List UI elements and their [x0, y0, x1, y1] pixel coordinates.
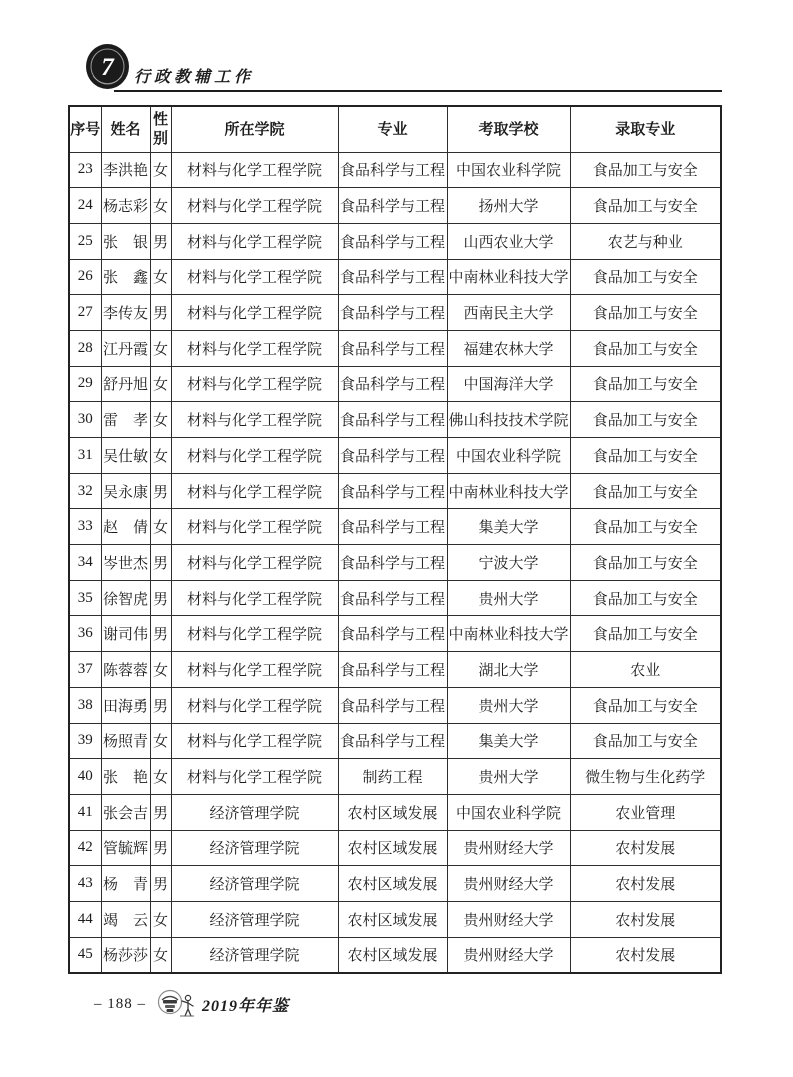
table-cell: 食品加工与安全 — [570, 545, 721, 581]
table-row — [69, 545, 721, 581]
table-cell: 湖北大学 — [447, 652, 570, 688]
table-cell: 经济管理学院 — [171, 794, 338, 830]
table-cell: 31 — [69, 438, 101, 474]
table-cell: 李洪艳 — [101, 152, 150, 188]
yearbook-logo-icon — [156, 989, 196, 1020]
table-row — [69, 330, 721, 366]
table-row — [69, 616, 721, 652]
table-cell: 食品加工与安全 — [570, 259, 721, 295]
table-cell: 贵州财经大学 — [447, 866, 570, 902]
table-row — [69, 901, 721, 937]
table-cell: 食品加工与安全 — [570, 438, 721, 474]
table-cell: 竭 云 — [101, 901, 150, 937]
table-cell: 食品加工与安全 — [570, 330, 721, 366]
table-cell: 25 — [69, 223, 101, 259]
table-cell: 材料与化学工程学院 — [171, 438, 338, 474]
table-row — [69, 652, 721, 688]
table-cell: 24 — [69, 188, 101, 224]
table-cell: 食品科学与工程 — [338, 545, 447, 581]
table-cell: 经济管理学院 — [171, 866, 338, 902]
table-cell: 农村区域发展 — [338, 866, 447, 902]
table-cell: 材料与化学工程学院 — [171, 580, 338, 616]
table-cell: 食品加工与安全 — [570, 402, 721, 438]
table-cell: 39 — [69, 723, 101, 759]
table-cell: 女 — [150, 759, 171, 795]
table-cell: 西南民主大学 — [447, 295, 570, 331]
table-cell: 材料与化学工程学院 — [171, 687, 338, 723]
table-cell: 贵州大学 — [447, 759, 570, 795]
table-cell: 食品加工与安全 — [570, 473, 721, 509]
table-cell: 杨 青 — [101, 866, 150, 902]
table-cell: 材料与化学工程学院 — [171, 473, 338, 509]
table-cell: 29 — [69, 366, 101, 402]
table-cell: 张 鑫 — [101, 259, 150, 295]
table-cell: 30 — [69, 402, 101, 438]
table-cell: 女 — [150, 438, 171, 474]
table-cell: 食品科学与工程 — [338, 580, 447, 616]
table-cell: 徐智虎 — [101, 580, 150, 616]
university-emblem-icon — [85, 43, 130, 90]
table-cell: 材料与化学工程学院 — [171, 723, 338, 759]
table-cell: 杨志彩 — [101, 188, 150, 224]
table-cell: 农村区域发展 — [338, 830, 447, 866]
table-cell: 食品加工与安全 — [570, 509, 721, 545]
table-cell: 材料与化学工程学院 — [171, 223, 338, 259]
table-cell: 男 — [150, 473, 171, 509]
table-row — [69, 794, 721, 830]
table-cell: 男 — [150, 616, 171, 652]
table-cell: 男 — [150, 794, 171, 830]
column-header: 专业 — [338, 106, 447, 152]
table-cell: 李传友 — [101, 295, 150, 331]
table-cell: 材料与化学工程学院 — [171, 402, 338, 438]
table-cell: 26 — [69, 259, 101, 295]
table-cell: 女 — [150, 509, 171, 545]
column-header: 姓名 — [101, 106, 150, 152]
table-row — [69, 687, 721, 723]
table-cell: 材料与化学工程学院 — [171, 259, 338, 295]
table-row — [69, 723, 721, 759]
table-header-row — [69, 106, 721, 152]
table-header — [69, 106, 721, 152]
table-cell: 41 — [69, 794, 101, 830]
table-cell: 农村区域发展 — [338, 794, 447, 830]
table-cell: 吴永康 — [101, 473, 150, 509]
table-cell: 食品加工与安全 — [570, 723, 721, 759]
table-cell: 农村发展 — [570, 901, 721, 937]
table-cell: 田海勇 — [101, 687, 150, 723]
table-cell: 男 — [150, 545, 171, 581]
header-divider — [114, 90, 722, 92]
table-cell: 佛山科技技术学院 — [447, 402, 570, 438]
table-cell: 女 — [150, 652, 171, 688]
table-cell: 农业 — [570, 652, 721, 688]
table-cell: 陈蓉蓉 — [101, 652, 150, 688]
table-cell: 中国农业科学院 — [447, 438, 570, 474]
table-cell: 食品科学与工程 — [338, 652, 447, 688]
table-cell: 中南林业科技大学 — [447, 259, 570, 295]
table-cell: 女 — [150, 937, 171, 973]
table-cell: 中国海洋大学 — [447, 366, 570, 402]
table-cell: 集美大学 — [447, 723, 570, 759]
table-cell: 37 — [69, 652, 101, 688]
table-cell: 制药工程 — [338, 759, 447, 795]
table-cell: 43 — [69, 866, 101, 902]
table-cell: 34 — [69, 545, 101, 581]
table-cell: 雷 孝 — [101, 402, 150, 438]
table-row — [69, 580, 721, 616]
table-cell: 33 — [69, 509, 101, 545]
table-cell: 农艺与种业 — [570, 223, 721, 259]
table-cell: 农村发展 — [570, 830, 721, 866]
table-cell: 食品科学与工程 — [338, 330, 447, 366]
table-cell: 食品科学与工程 — [338, 223, 447, 259]
table-cell: 福建农林大学 — [447, 330, 570, 366]
table-cell: 农村发展 — [570, 937, 721, 973]
table-cell: 贵州大学 — [447, 580, 570, 616]
table-cell: 食品加工与安全 — [570, 188, 721, 224]
table-cell: 食品科学与工程 — [338, 295, 447, 331]
table-cell: 食品科学与工程 — [338, 188, 447, 224]
table-cell: 食品加工与安全 — [570, 295, 721, 331]
page-number: – 188 – — [94, 995, 146, 1012]
table-cell: 材料与化学工程学院 — [171, 366, 338, 402]
table-cell: 食品科学与工程 — [338, 616, 447, 652]
table-cell: 35 — [69, 580, 101, 616]
table-row — [69, 152, 721, 188]
table-cell: 女 — [150, 152, 171, 188]
table-cell: 材料与化学工程学院 — [171, 616, 338, 652]
column-header: 考取学校 — [447, 106, 570, 152]
table-cell: 食品科学与工程 — [338, 152, 447, 188]
table-row — [69, 402, 721, 438]
table-cell: 张会吉 — [101, 794, 150, 830]
table-cell: 食品科学与工程 — [338, 402, 447, 438]
table-cell: 材料与化学工程学院 — [171, 295, 338, 331]
column-header: 录取专业 — [570, 106, 721, 152]
table-cell: 42 — [69, 830, 101, 866]
table-cell: 杨照青 — [101, 723, 150, 759]
table-row — [69, 188, 721, 224]
table-cell: 男 — [150, 223, 171, 259]
table-cell: 舒丹旭 — [101, 366, 150, 402]
table-cell: 经济管理学院 — [171, 901, 338, 937]
table-cell: 张 银 — [101, 223, 150, 259]
table-cell: 女 — [150, 366, 171, 402]
table-cell: 吴仕敏 — [101, 438, 150, 474]
table-cell: 经济管理学院 — [171, 830, 338, 866]
table-cell: 贵州大学 — [447, 687, 570, 723]
table-cell: 贵州财经大学 — [447, 830, 570, 866]
table-body — [69, 152, 721, 973]
table-cell: 女 — [150, 188, 171, 224]
table-cell: 食品加工与安全 — [570, 580, 721, 616]
table-cell: 集美大学 — [447, 509, 570, 545]
table-cell: 农村发展 — [570, 866, 721, 902]
table-cell: 36 — [69, 616, 101, 652]
table-row — [69, 473, 721, 509]
yearbook-label: 2019年年鉴 — [202, 997, 290, 1015]
table-cell: 食品科学与工程 — [338, 438, 447, 474]
table-row — [69, 295, 721, 331]
table-cell: 女 — [150, 330, 171, 366]
column-header: 所在学院 — [171, 106, 338, 152]
table-cell: 材料与化学工程学院 — [171, 330, 338, 366]
table-cell: 农业管理 — [570, 794, 721, 830]
column-header: 性别 — [150, 106, 171, 152]
table-row — [69, 259, 721, 295]
table-cell: 食品加工与安全 — [570, 366, 721, 402]
table-cell: 张 艳 — [101, 759, 150, 795]
table-cell: 农村区域发展 — [338, 937, 447, 973]
table-cell: 食品科学与工程 — [338, 259, 447, 295]
table-cell: 27 — [69, 295, 101, 331]
table-cell: 中国农业科学院 — [447, 794, 570, 830]
table-cell: 食品科学与工程 — [338, 509, 447, 545]
table-cell: 40 — [69, 759, 101, 795]
table-cell: 中南林业科技大学 — [447, 473, 570, 509]
table-cell: 食品加工与安全 — [570, 152, 721, 188]
table-row — [69, 830, 721, 866]
table-cell: 材料与化学工程学院 — [171, 545, 338, 581]
table-cell: 女 — [150, 259, 171, 295]
table-cell: 男 — [150, 830, 171, 866]
table-cell: 材料与化学工程学院 — [171, 652, 338, 688]
table-cell: 38 — [69, 687, 101, 723]
table-cell: 食品加工与安全 — [570, 687, 721, 723]
table-cell: 女 — [150, 723, 171, 759]
table-row — [69, 509, 721, 545]
table-row — [69, 223, 721, 259]
emblem-glyph: 7 — [101, 54, 114, 81]
table-cell: 食品科学与工程 — [338, 366, 447, 402]
table-cell: 45 — [69, 937, 101, 973]
admissions-table — [68, 105, 722, 974]
table-cell: 材料与化学工程学院 — [171, 509, 338, 545]
table-cell: 男 — [150, 295, 171, 331]
table-cell: 管毓辉 — [101, 830, 150, 866]
table-cell: 食品加工与安全 — [570, 616, 721, 652]
table-cell: 23 — [69, 152, 101, 188]
table-row — [69, 759, 721, 795]
table-cell: 44 — [69, 901, 101, 937]
table-cell: 杨莎莎 — [101, 937, 150, 973]
table-cell: 中国农业科学院 — [447, 152, 570, 188]
table-cell: 女 — [150, 901, 171, 937]
table-cell: 食品科学与工程 — [338, 723, 447, 759]
table-row — [69, 937, 721, 973]
page-footer — [94, 988, 289, 1020]
table-cell: 岑世杰 — [101, 545, 150, 581]
table-cell: 材料与化学工程学院 — [171, 188, 338, 224]
table-cell: 微生物与生化药学 — [570, 759, 721, 795]
table-cell: 谢司伟 — [101, 616, 150, 652]
table-row — [69, 866, 721, 902]
table-cell: 28 — [69, 330, 101, 366]
table-cell: 32 — [69, 473, 101, 509]
table-cell: 经济管理学院 — [171, 937, 338, 973]
table-cell: 男 — [150, 580, 171, 616]
table-cell: 男 — [150, 866, 171, 902]
table-cell: 食品科学与工程 — [338, 687, 447, 723]
table-cell: 江丹霞 — [101, 330, 150, 366]
table-cell: 扬州大学 — [447, 188, 570, 224]
table-cell: 贵州财经大学 — [447, 901, 570, 937]
table-cell: 赵 倩 — [101, 509, 150, 545]
table-cell: 宁波大学 — [447, 545, 570, 581]
table-row — [69, 438, 721, 474]
column-header: 序号 — [69, 106, 101, 152]
table-row — [69, 366, 721, 402]
table-cell: 材料与化学工程学院 — [171, 152, 338, 188]
table-cell: 农村区域发展 — [338, 901, 447, 937]
section-title: 行政教辅工作 — [134, 69, 255, 86]
table-cell: 材料与化学工程学院 — [171, 759, 338, 795]
table-cell: 山西农业大学 — [447, 223, 570, 259]
table-cell: 男 — [150, 687, 171, 723]
table-cell: 中南林业科技大学 — [447, 616, 570, 652]
table-cell: 贵州财经大学 — [447, 937, 570, 973]
table-cell: 女 — [150, 402, 171, 438]
table-cell: 食品科学与工程 — [338, 473, 447, 509]
